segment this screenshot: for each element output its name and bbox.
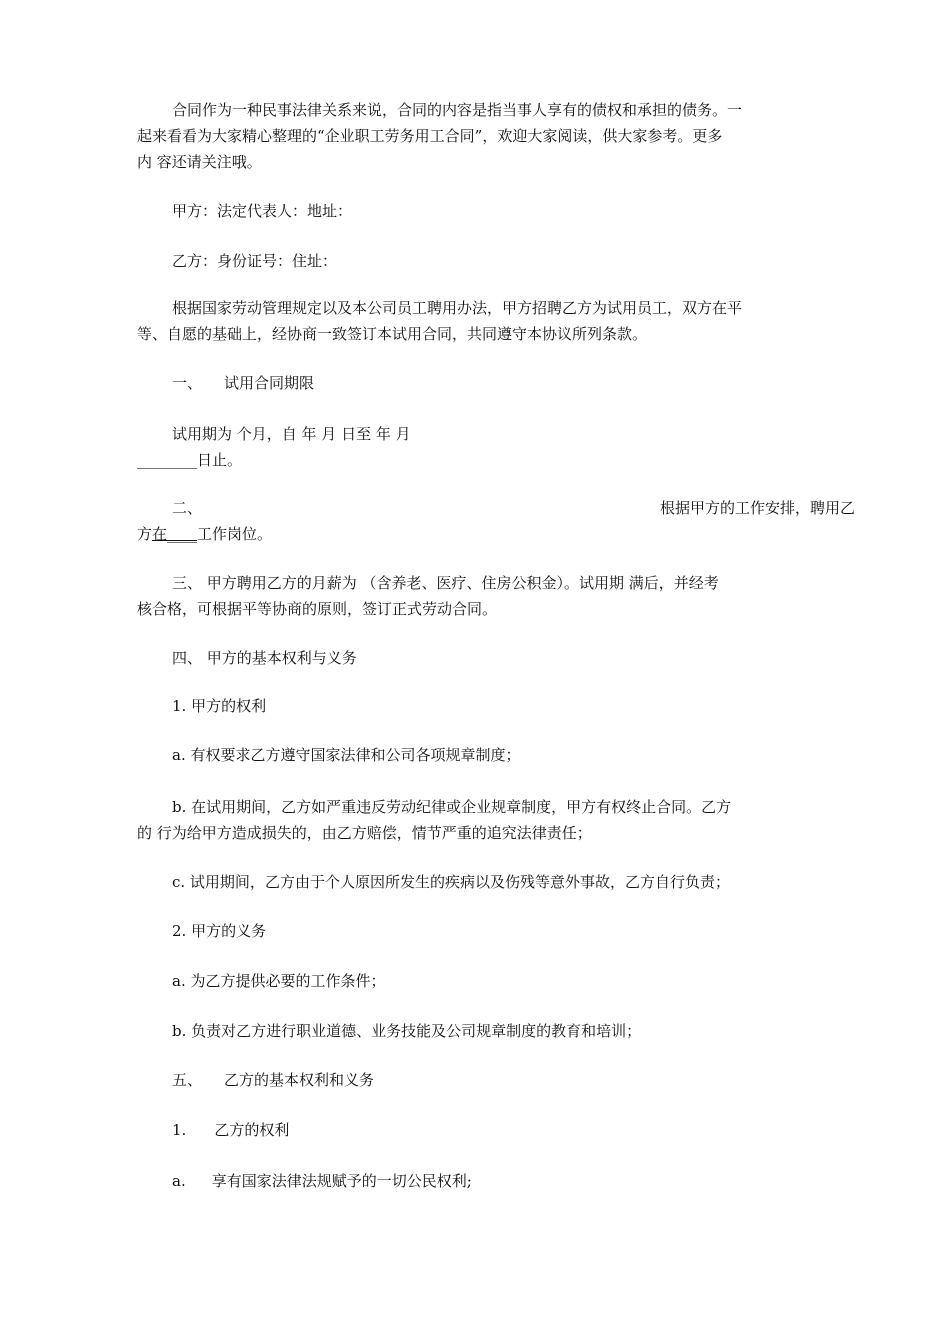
party-b-rights-title: 乙方的权利 xyxy=(214,1121,290,1139)
section-3-line-2: 核合格，可根据平等协商的原则，签订正式劳动合同。 xyxy=(137,600,498,618)
section-1-title: 试用合同期限 xyxy=(224,374,315,392)
preamble-line-1: 根据国家劳动管理规定以及本公司员工聘用办法，甲方招聘乙方为试用员工，双方在平 xyxy=(172,299,743,317)
party-a-right-b-line-2: 的 行为给甲方造成损失的，由乙方赔偿，情节严重的追究法律责任； xyxy=(137,824,592,842)
party-b-right-a xyxy=(137,1168,855,1194)
section-2-prefix: 方 xyxy=(137,525,153,543)
party-a-right-b-line-1: b. 在试用期间，乙方如严重违反劳动纪律或企业规章制度，甲方有权终止合同。乙方 xyxy=(172,798,732,816)
section-3-line-1: 三、 甲方聘用乙方的月薪为 （含养老、医疗、住房公积金）。试用期 满后，并经考 xyxy=(172,574,719,592)
party-b-right-a-text: 享有国家法律法规赋予的一切公民权利; xyxy=(211,1172,472,1190)
intro-line-3: 内 容还请关注哦。 xyxy=(137,153,262,171)
section-5-number: 五、 xyxy=(172,1071,203,1089)
party-a-duties-heading: 2. 甲方的义务 xyxy=(172,922,267,940)
party-b-right-a-label: a. xyxy=(172,1172,186,1190)
party-a-right-c: c. 试用期间，乙方由于个人原因所发生的疾病以及伤残等意外事故，乙方自行负责； xyxy=(172,873,730,891)
intro-line-2: 起来看看为大家精心整理的“企业职工劳务用工合同”，欢迎大家阅读，供大家参考。更多 xyxy=(137,127,723,145)
party-b-rights-heading xyxy=(137,1117,855,1143)
section-1-heading xyxy=(137,370,855,396)
party-a-duty-b: b. 负责对乙方进行职业道德、业务技能及公司规章制度的教育和培训； xyxy=(172,1022,642,1040)
intro-line-1: 合同作为一种民事法律关系来说，合同的内容是指当事人享有的债权和承担的债务。一 xyxy=(172,101,743,119)
trial-end-text: 日止。 xyxy=(197,451,243,469)
trial-period-line-1: 试用期为 个月，自 年 月 日至 年 月 xyxy=(172,425,411,443)
job-position-blank: 在____ xyxy=(152,525,198,543)
section-2-suffix: 工作岗位。 xyxy=(197,525,273,543)
party-b-line: 乙方：身份证号：住址： xyxy=(172,252,338,270)
preamble-line-2: 等、自愿的基础上，经协商一致签订本试用合同，共同遵守本协议所列条款。 xyxy=(137,325,648,343)
party-b-rights-number: 1. xyxy=(172,1121,187,1139)
section-2-number: 二、 xyxy=(172,499,203,517)
trial-end-blank: ________ xyxy=(137,451,197,469)
party-a-right-a: a. 有权要求乙方遵守国家法律和公司各项规章制度； xyxy=(172,746,521,764)
section-2-line-1 xyxy=(137,495,855,521)
party-a-rights-heading: 1. 甲方的权利 xyxy=(172,697,267,715)
party-a-line: 甲方：法定代表人：地址： xyxy=(172,202,353,220)
section-4-heading: 四、 甲方的基本权利与义务 xyxy=(172,649,357,667)
section-5-title: 乙方的基本权利和义务 xyxy=(224,1071,375,1089)
party-a-duty-a: a. 为乙方提供必要的工作条件； xyxy=(172,972,386,990)
trial-period-line-2 xyxy=(137,447,820,473)
section-5-heading xyxy=(137,1067,855,1093)
section-1-number: 一、 xyxy=(172,374,203,392)
section-2-line-2 xyxy=(137,521,820,547)
section-2-right-text: 根据甲方的工作安排，聘用乙 xyxy=(659,499,855,517)
